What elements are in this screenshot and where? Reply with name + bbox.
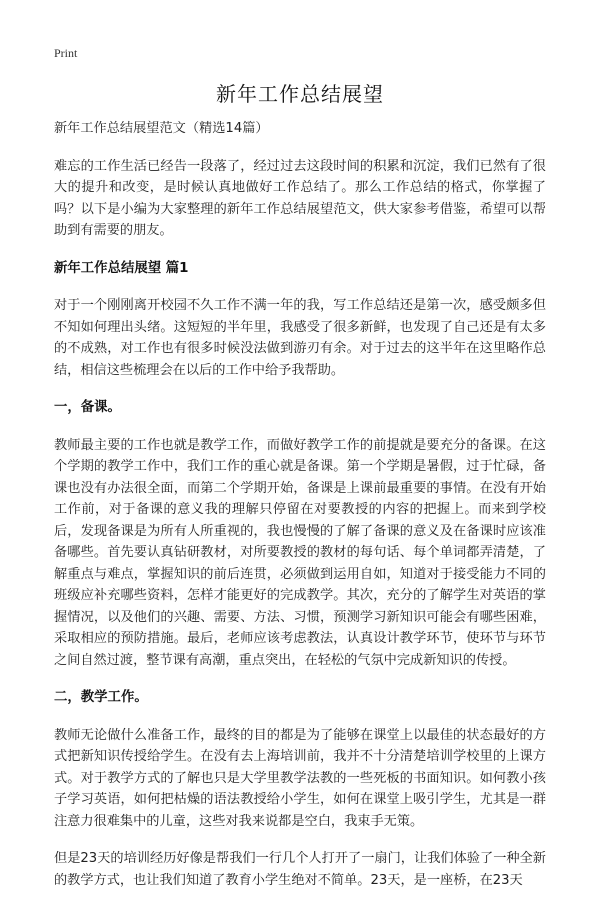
teaching-paragraph-1: 教师无论做什么准备工作，最终的目的都是为了能够在课堂上以最佳的状态最好的方式把新知识传授给学生。在没有去上海培训前，我并不十分清楚培训学校里的上课方式。对于教学方式的了解也只是大学里教学法教的一些死板的书面知识。如何教小孩子学习英语，如何把枯燥的语法教授给小学生，如何在课堂上吸引学生，尤其是一群注意力很难集中的儿童，这些对我来说都是空白，我束手无策。 [54, 727, 546, 829]
section-heading: 新年工作总结展望 篇1 [54, 260, 189, 276]
document-title: 新年工作总结展望 [216, 82, 384, 106]
part-heading-teaching: 二，教学工作。 [54, 690, 148, 705]
intro-paragraph: 难忘的工作生活已经告一段落了，经过过去这段时间的积累和沉淀，我们已然有了很大的提升和改变，是时候认真地做好工作总结了。那么工作总结的格式，你掌握了吗？以下是小编为大家整理的新年工作总结展望范文，供大家参考借鉴，希望可以帮助到有需要的朋友。 [54, 158, 546, 238]
teaching-paragraph-2: 但是23天的培训经历好像是帮我们一行几个人打开了一扇门，让我们体验了一种全新的教学方式，也让我们知道了教育小学生绝对不简单。23天，是一座桥，在23天 [54, 851, 546, 888]
print-label: Print [54, 46, 78, 60]
part-heading-lesson-prep: 一，备课。 [54, 400, 121, 415]
document-body [54, 118, 546, 907]
document-subtitle: 新年工作总结展望范文（精选14篇） [54, 121, 269, 136]
section-paragraph: 对于一个刚刚离开校园不久工作不满一年的我，写工作总结还是第一次，感受颇多但不知如何理出头绪。这短短的半年里，我感受了很多新鲜，也发现了自己还是有太多的不成熟，对工作也有很多时候没法做到游刃有余。对于过去的这半年在这里略作总结，相信这些梳理会在以后的工作中给予我帮助。 [54, 298, 546, 378]
lesson-prep-paragraph: 教师最主要的工作也就是教学工作，而做好教学工作的前提就是要充分的备课。在这个学期的教学工作中，我们工作的重心就是备课。第一个学期是暑假，过于忙碌，备课也没有办法很全面，而第二个学期开始，备课是上课前最重要的事情。在没有开始工作前，对于备课的意义我的理解只停留在对要教授的内容的把握上。而来到学校后，发现备课是为所有人所重视的，我也慢慢的了解了备课的意义及在备课时应该准备哪些。首先要认真钻研教材，对所要教授的教材的每句话、每个单词都弄清楚，了解重点与难点，掌握知识的前后连贯，必须做到运用自如，知道对于接受能力不同的班级应补充哪些资料，怎样才能更好的完成教学。其次，充分的了解学生对英语的掌握情况，以及他们的兴趣、需要、方法、习惯，预测学习新知识可能会有哪些困难，采取相应的预防措施。最后，老师应该考虑教法，认真设计教学环节，使环节与环节之间自然过渡，整节课有高潮，重点突出，在轻松的气氛中完成新知识的传授。 [54, 437, 546, 668]
